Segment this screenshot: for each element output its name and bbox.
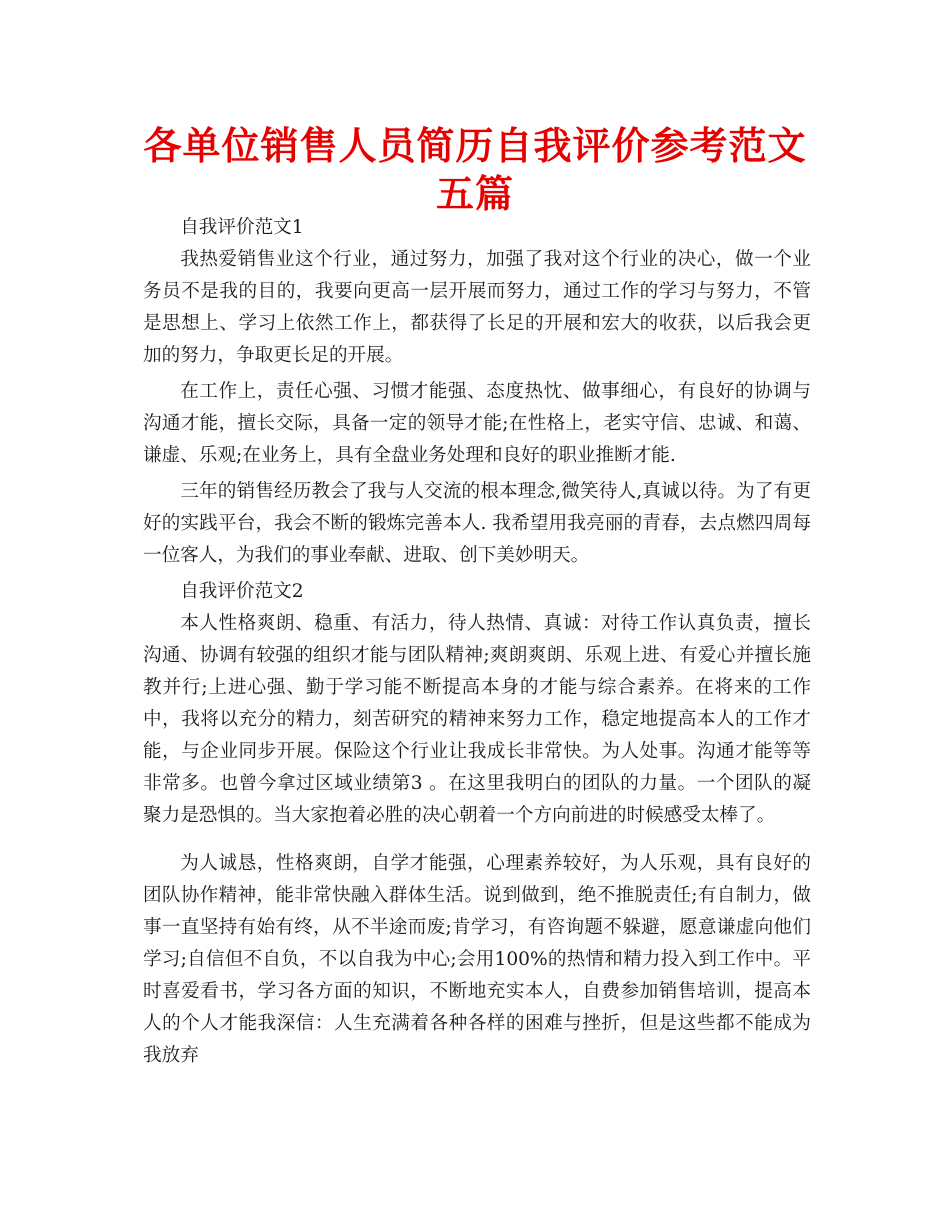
paragraph: 在工作上，责任心强、习惯才能强、态度热忱、做事细心，有良好的协调与沟通才能，擅长交际，具备一定的领导才能;在性格上，老实守信、忠诚、和蔼、谦虚、乐观;在业务上，具有全盘业务处理和良好的职业推断才能. xyxy=(143,381,811,466)
section-heading: 自我评价范文2 xyxy=(180,581,304,602)
paragraph: 本人性格爽朗、稳重、有活力，待人热情、真诚：对待工作认真负责，擅长沟通、协调有较强的组织才能与团队精神;爽朗爽朗、乐观上进、有爱心并擅长施教并行;上进心强、勤于学习能不断提高本身的才能与综合素养。在将来的工作中，我将以充分的精力，刻苦研究的精神来努力工作，稳定地提高本人的工作才能，与企业同步开展。保险这个行业让我成长非常快。为人处事。沟通才能等等非常多。也曾今拿过区域业绩第3 。在这里我明白的团队的力量。一个团队的凝聚力是恐惧的。当大家抱着必胜的决心朝着一个方向前进的时候感受太棒了。 xyxy=(143,613,811,826)
paragraph: 我热爱销售业这个行业，通过努力，加强了我对这个行业的决心，做一个业务员不是我的目的，我要向更高一层开展而努力，通过工作的学习与努力，不管是思想上、学习上依然工作上，都获得了长足的开展和宏大的收获，以后我会更加的努力，争取更长足的开展。 xyxy=(143,249,811,366)
section-heading: 自我评价范文1 xyxy=(180,217,304,238)
document-title: 各单位销售人员简历自我评价参考范文五篇 xyxy=(143,124,807,216)
paragraph: 三年的销售经历教会了我与人交流的根本理念,微笑待人,真诚以待。为了有更好的实践平台，我会不断的锻炼完善本人. 我希望用我亮丽的青春，去点燃四周每一位客人，为我们的事业奉献、进取、创下美妙明天。 xyxy=(143,481,811,566)
paragraph: 为人诚恳，性格爽朗，自学才能强，心理素养较好，为人乐观，具有良好的团队协作精神，能非常快融入群体生活。说到做到，绝不推脱责任;有自制力，做事一直坚持有始有终，从不半途而废;肯学习，有咨询题不躲避，愿意谦虚向他们学习;自信但不自负，不以自我为中心;会用100%的热情和精力投入到工作中。平时喜爱看书，学习各方面的知识，不断地充实本人，自费参加销售培训，提高本人的个人才能我深信：人生充满着各种各样的困难与挫折，但是这些都不能成为我放弃 xyxy=(143,853,811,1066)
document-body xyxy=(143,212,811,1076)
